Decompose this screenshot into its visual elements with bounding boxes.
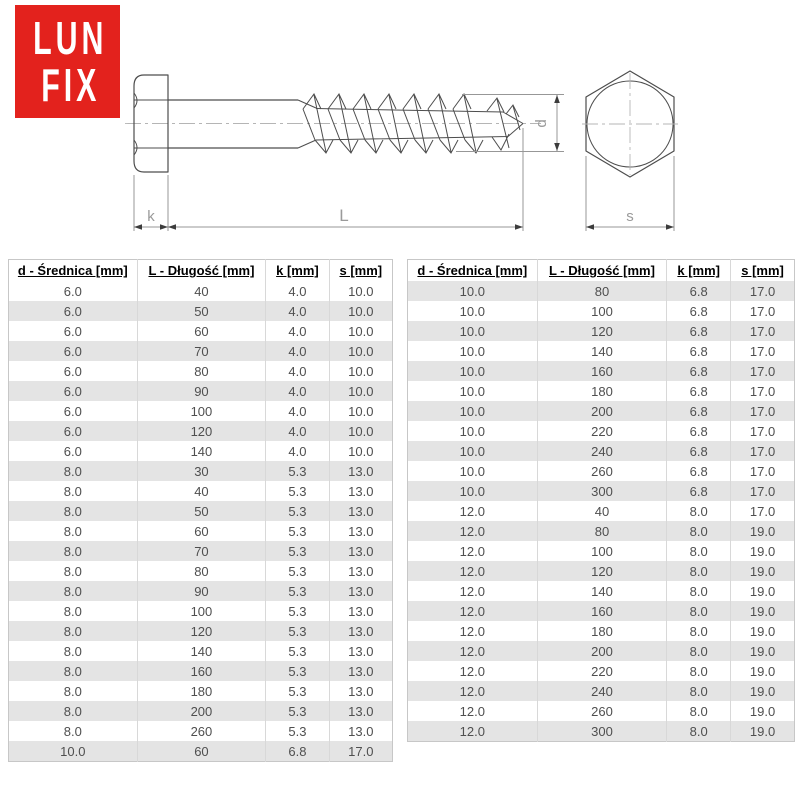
table-cell: 6.0: [63, 423, 82, 439]
table-cell: 19.0: [731, 621, 795, 641]
table-cell: 240: [537, 681, 667, 701]
table-cell: 5.3: [266, 481, 329, 501]
table-cell: 4.0: [266, 401, 329, 421]
dim-label-L: L: [339, 206, 349, 225]
table-cell: 13.0: [329, 701, 392, 721]
table-cell: 8.0: [63, 503, 82, 519]
table-cell: 10.0: [459, 343, 485, 359]
table-row: [9, 661, 393, 681]
table-row: [408, 341, 795, 361]
table-cell: 13.0: [329, 681, 392, 701]
header-diameter: d - Średnica [mm]: [17, 263, 128, 278]
table-cell: 40: [137, 281, 266, 301]
table-cell: 17.0: [731, 421, 795, 441]
table-row: [408, 361, 795, 381]
header-length: L - Długość [mm]: [537, 260, 667, 282]
table-cell: 10.0: [329, 321, 392, 341]
table-cell: 70: [137, 541, 266, 561]
table-cell: 17.0: [731, 281, 795, 301]
table-cell: 6.8: [667, 481, 731, 501]
table-row: [408, 281, 795, 301]
table-cell: 80: [537, 281, 667, 301]
table-cell: 13.0: [329, 621, 392, 641]
table-cell: 6.8: [667, 361, 731, 381]
screw-side-view: [125, 75, 541, 172]
table-cell: 10.0: [459, 283, 485, 299]
table-row: [9, 721, 393, 741]
table-cell: 50: [137, 301, 266, 321]
table-cell: 4.0: [266, 361, 329, 381]
table-cell: 8.0: [63, 583, 82, 599]
table-header-row: [9, 260, 393, 282]
table-cell: 8.0: [63, 543, 82, 559]
table-row: [9, 561, 393, 581]
crosshair-centerlines: [582, 73, 678, 175]
table-cell: 13.0: [329, 561, 392, 581]
table-cell: 8.0: [667, 721, 731, 742]
table-cell: 17.0: [731, 461, 795, 481]
table-cell: 50: [137, 501, 266, 521]
table-row: [408, 461, 795, 481]
table-cell: 10.0: [459, 323, 485, 339]
dim-label-s: s: [626, 208, 634, 225]
table-cell: 10.0: [329, 281, 392, 301]
table-header-row: [408, 260, 795, 282]
table-cell: 6.0: [63, 383, 82, 399]
table-cell: 6.8: [667, 421, 731, 441]
table-cell: 300: [537, 481, 667, 501]
table-cell: 12.0: [459, 523, 485, 539]
table-cell: 6.0: [63, 343, 82, 359]
table-cell: 6.0: [63, 363, 82, 379]
table-cell: 8.0: [63, 463, 82, 479]
table-cell: 8.0: [667, 561, 731, 581]
table-cell: 8.0: [63, 603, 82, 619]
brand-logo-line2: FIX: [40, 58, 101, 111]
table-row: [408, 541, 795, 561]
table-cell: 100: [537, 301, 667, 321]
table-cell: 10.0: [459, 423, 485, 439]
table-cell: 5.3: [266, 721, 329, 741]
table-row: [9, 501, 393, 521]
table-row: [408, 641, 795, 661]
table-cell: 13.0: [329, 721, 392, 741]
header-s: s [mm]: [731, 260, 795, 282]
table-cell: 4.0: [266, 381, 329, 401]
table-cell: 8.0: [667, 501, 731, 521]
table-cell: 180: [137, 681, 266, 701]
table-cell: 220: [537, 421, 667, 441]
table-cell: 200: [537, 401, 667, 421]
table-row: [9, 621, 393, 641]
header-length: L - Długość [mm]: [137, 260, 266, 282]
table-cell: 5.3: [266, 621, 329, 641]
table-cell: 10.0: [459, 363, 485, 379]
table-cell: 12.0: [459, 683, 485, 699]
table-cell: 12.0: [459, 663, 485, 679]
table-cell: 12.0: [459, 603, 485, 619]
table-cell: 8.0: [63, 623, 82, 639]
table-cell: 4.0: [266, 441, 329, 461]
dim-label-k: k: [147, 208, 155, 225]
table-cell: 10.0: [459, 483, 485, 499]
table-row: [408, 421, 795, 441]
table-cell: 4.0: [266, 321, 329, 341]
table-cell: 17.0: [731, 481, 795, 501]
table-cell: 10.0: [60, 743, 86, 759]
table-cell: 100: [137, 401, 266, 421]
table-cell: 19.0: [731, 701, 795, 721]
table-cell: 17.0: [731, 301, 795, 321]
table-cell: 80: [137, 361, 266, 381]
table-cell: 6.0: [63, 403, 82, 419]
header-s: s [mm]: [329, 260, 392, 282]
table-cell: 13.0: [329, 601, 392, 621]
table-cell: 60: [137, 741, 266, 762]
table-cell: 30: [137, 461, 266, 481]
table-cell: 12.0: [459, 723, 485, 739]
table-cell: 120: [537, 561, 667, 581]
table-cell: 19.0: [731, 661, 795, 681]
table-cell: 120: [137, 421, 266, 441]
table-cell: 12.0: [459, 563, 485, 579]
table-cell: 12.0: [459, 503, 485, 519]
table-cell: 10.0: [459, 403, 485, 419]
table-cell: 12.0: [459, 703, 485, 719]
table-cell: 200: [137, 701, 266, 721]
table-cell: 80: [137, 561, 266, 581]
table-cell: 5.3: [266, 541, 329, 561]
table-cell: 6.8: [667, 401, 731, 421]
table-cell: 140: [537, 581, 667, 601]
table-row: [408, 621, 795, 641]
table-cell: 10.0: [459, 303, 485, 319]
table-cell: 8.0: [63, 683, 82, 699]
table-row: [9, 381, 393, 401]
table-cell: 17.0: [731, 381, 795, 401]
table-cell: 6.0: [63, 303, 82, 319]
table-cell: 6.8: [667, 281, 731, 301]
table-row: [9, 321, 393, 341]
table-cell: 8.0: [667, 661, 731, 681]
table-row: [9, 541, 393, 561]
table-cell: 6.8: [266, 741, 329, 762]
table-cell: 6.8: [667, 301, 731, 321]
table-cell: 4.0: [266, 301, 329, 321]
table-cell: 140: [137, 641, 266, 661]
table-row: [408, 521, 795, 541]
table-row: [9, 301, 393, 321]
table-row: [408, 501, 795, 521]
table-cell: 19.0: [731, 641, 795, 661]
table-cell: 19.0: [731, 601, 795, 621]
table-cell: 140: [537, 341, 667, 361]
table-row: [408, 581, 795, 601]
table-cell: 40: [537, 501, 667, 521]
table-cell: 160: [137, 661, 266, 681]
table-row: [9, 641, 393, 661]
table-cell: 8.0: [63, 483, 82, 499]
table-cell: 12.0: [459, 583, 485, 599]
table-cell: 300: [537, 721, 667, 742]
table-cell: 19.0: [731, 521, 795, 541]
table-cell: 10.0: [459, 443, 485, 459]
screw-technical-drawing: [0, 0, 800, 255]
table-cell: 60: [137, 521, 266, 541]
table-cell: 260: [537, 461, 667, 481]
table-row: [9, 441, 393, 461]
table-cell: 17.0: [731, 341, 795, 361]
table-cell: 17.0: [731, 401, 795, 421]
table-row: [408, 681, 795, 701]
table-cell: 6.8: [667, 341, 731, 361]
table-cell: 8.0: [667, 701, 731, 721]
table-row: [9, 701, 393, 721]
table-cell: 17.0: [731, 361, 795, 381]
table-cell: 90: [137, 581, 266, 601]
table-cell: 140: [137, 441, 266, 461]
table-cell: 13.0: [329, 461, 392, 481]
table-cell: 90: [137, 381, 266, 401]
table-cell: 5.3: [266, 641, 329, 661]
table-cell: 17.0: [731, 321, 795, 341]
table-cell: 8.0: [63, 643, 82, 659]
table-cell: 100: [537, 541, 667, 561]
table-row: [9, 581, 393, 601]
table-row: [9, 521, 393, 541]
table-row: [408, 321, 795, 341]
table-cell: 5.3: [266, 701, 329, 721]
table-row: [408, 721, 795, 742]
table-cell: 8.0: [63, 563, 82, 579]
side-view-dimensions: [134, 95, 564, 232]
table-cell: 10.0: [459, 383, 485, 399]
table-cell: 4.0: [266, 421, 329, 441]
table-row: [9, 601, 393, 621]
spec-table-right: [407, 259, 795, 742]
table-cell: 220: [537, 661, 667, 681]
table-cell: 8.0: [667, 601, 731, 621]
table-cell: 8.0: [63, 703, 82, 719]
table-cell: 5.3: [266, 561, 329, 581]
table-cell: 6.0: [63, 443, 82, 459]
table-cell: 180: [537, 381, 667, 401]
dim-label-d: d: [533, 119, 550, 128]
table-row: [9, 461, 393, 481]
table-row: [408, 401, 795, 421]
table-cell: 240: [537, 441, 667, 461]
table-cell: 13.0: [329, 521, 392, 541]
table-row: [9, 281, 393, 301]
table-cell: 200: [537, 641, 667, 661]
table-cell: 8.0: [63, 723, 82, 739]
table-row: [408, 701, 795, 721]
header-k: k [mm]: [667, 260, 731, 282]
table-cell: 5.3: [266, 581, 329, 601]
table-cell: 4.0: [266, 281, 329, 301]
table-cell: 6.0: [63, 283, 82, 299]
table-row: [408, 381, 795, 401]
table-cell: 13.0: [329, 501, 392, 521]
table-cell: 180: [537, 621, 667, 641]
table-cell: 17.0: [731, 441, 795, 461]
table-row: [408, 661, 795, 681]
table-row: [9, 401, 393, 421]
table-cell: 8.0: [63, 663, 82, 679]
table-cell: 70: [137, 341, 266, 361]
table-cell: 19.0: [731, 721, 795, 742]
table-cell: 19.0: [731, 581, 795, 601]
table-cell: 8.0: [667, 541, 731, 561]
table-row: [408, 441, 795, 461]
table-cell: 13.0: [329, 481, 392, 501]
table-cell: 13.0: [329, 641, 392, 661]
table-cell: 13.0: [329, 581, 392, 601]
table-cell: 120: [537, 321, 667, 341]
table-cell: 40: [137, 481, 266, 501]
screw-tip: [298, 100, 523, 148]
table-row: [9, 681, 393, 701]
hex-head-front-view: [582, 71, 678, 231]
table-cell: 5.3: [266, 501, 329, 521]
table-cell: 5.3: [266, 681, 329, 701]
table-cell: 17.0: [731, 501, 795, 521]
brand-logo-line1: LUN: [33, 11, 108, 64]
table-cell: 19.0: [731, 681, 795, 701]
table-cell: 6.8: [667, 321, 731, 341]
table-cell: 10.0: [459, 463, 485, 479]
table-cell: 6.8: [667, 381, 731, 401]
table-row: [408, 601, 795, 621]
table-cell: 5.3: [266, 661, 329, 681]
table-cell: 8.0: [667, 581, 731, 601]
spec-table-left: [8, 259, 393, 762]
table-cell: 8.0: [63, 523, 82, 539]
table-cell: 6.8: [667, 461, 731, 481]
table-cell: 10.0: [329, 361, 392, 381]
table-cell: 8.0: [667, 521, 731, 541]
table-row: [9, 741, 393, 762]
table-row: [408, 301, 795, 321]
table-cell: 12.0: [459, 643, 485, 659]
header-diameter: d - Średnica [mm]: [417, 263, 528, 278]
table-cell: 60: [137, 321, 266, 341]
table-row: [9, 481, 393, 501]
table-cell: 10.0: [329, 381, 392, 401]
table-cell: 100: [137, 601, 266, 621]
table-cell: 5.3: [266, 461, 329, 481]
table-cell: 12.0: [459, 543, 485, 559]
table-row: [408, 561, 795, 581]
table-cell: 10.0: [329, 301, 392, 321]
table-cell: 160: [537, 361, 667, 381]
table-cell: 8.0: [667, 641, 731, 661]
table-row: [408, 481, 795, 501]
table-cell: 120: [137, 621, 266, 641]
table-cell: 19.0: [731, 561, 795, 581]
table-cell: 13.0: [329, 541, 392, 561]
table-row: [9, 421, 393, 441]
table-cell: 5.3: [266, 601, 329, 621]
table-cell: 80: [537, 521, 667, 541]
table-cell: 4.0: [266, 341, 329, 361]
table-cell: 6.8: [667, 441, 731, 461]
table-cell: 10.0: [329, 401, 392, 421]
table-cell: 10.0: [329, 421, 392, 441]
table-cell: 260: [537, 701, 667, 721]
table-cell: 8.0: [667, 621, 731, 641]
table-row: [9, 361, 393, 381]
table-cell: 13.0: [329, 661, 392, 681]
table-cell: 8.0: [667, 681, 731, 701]
table-cell: 5.3: [266, 521, 329, 541]
header-k: k [mm]: [266, 260, 329, 282]
table-cell: 12.0: [459, 623, 485, 639]
table-cell: 160: [537, 601, 667, 621]
table-cell: 17.0: [329, 741, 392, 762]
table-cell: 10.0: [329, 341, 392, 361]
table-cell: 260: [137, 721, 266, 741]
table-cell: 10.0: [329, 441, 392, 461]
table-cell: 6.0: [63, 323, 82, 339]
table-cell: 19.0: [731, 541, 795, 561]
table-row: [9, 341, 393, 361]
shank: [168, 100, 298, 148]
